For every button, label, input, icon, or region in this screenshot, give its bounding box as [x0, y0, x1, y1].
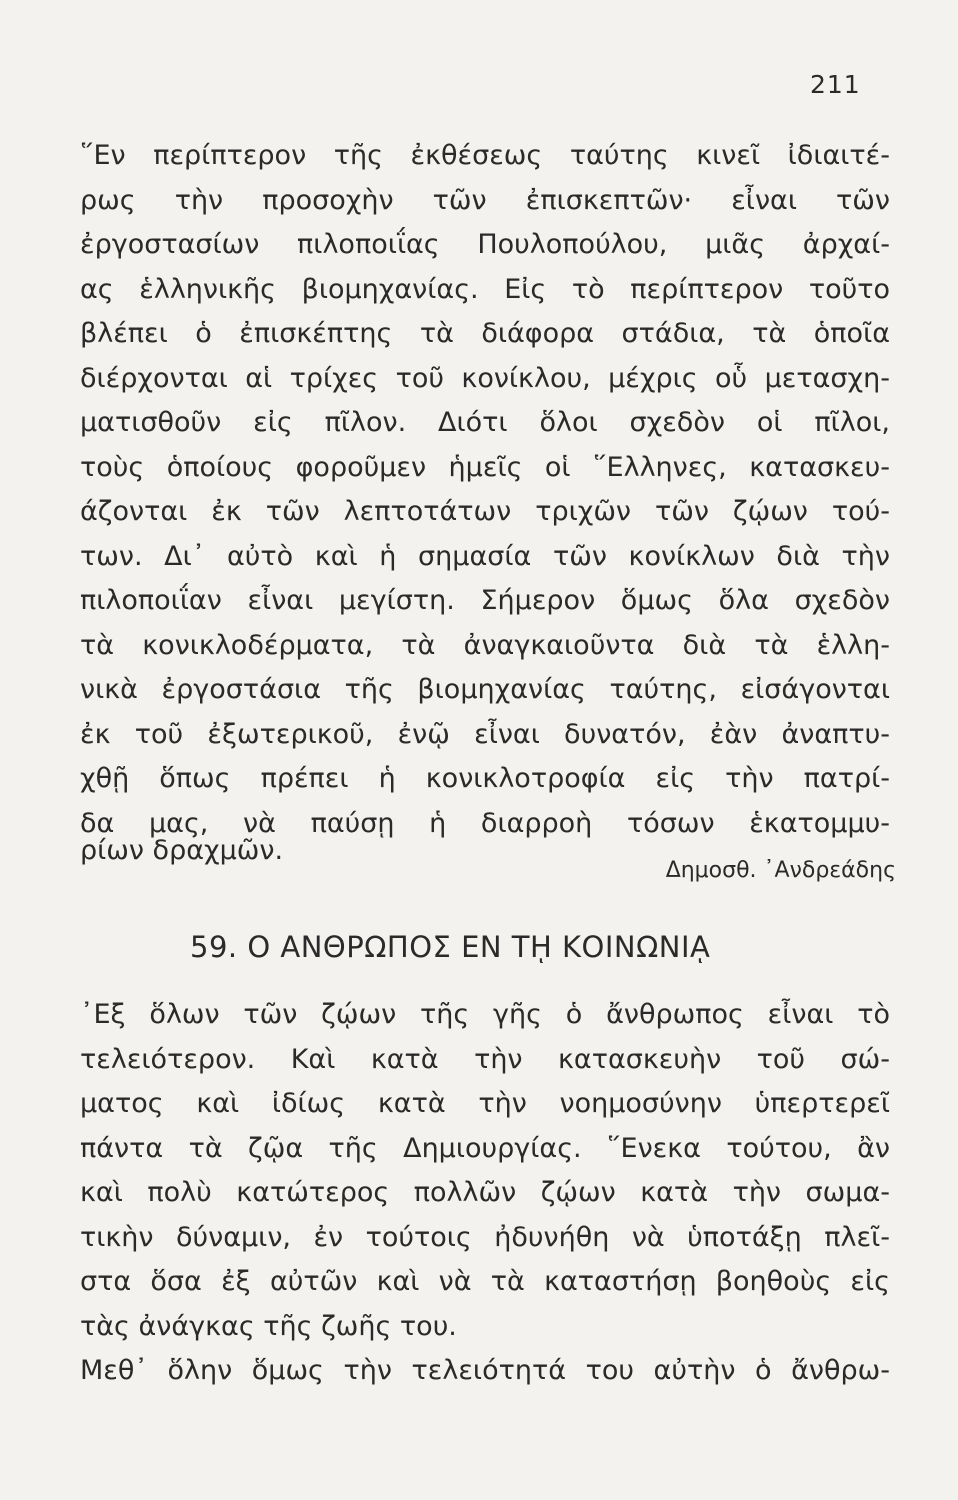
text-line: νικὰ ἐργοστάσια τῆς βιομηχανίας ταύτης, εἰσάγονται	[80, 674, 890, 705]
text-line: ᾽Εξ ὅλων τῶν ζῴων τῆς γῆς ὁ ἄνθρωπος εἶναι τὸ	[80, 999, 890, 1030]
text-line: πιλοποιΐαν εἶναι μεγίστη. Σήμερον ὅμως ὅλα σχεδὸν	[80, 585, 890, 616]
text-line: τελειότερον. Καὶ κατὰ τὴν κατασκευὴν τοῦ σώ-	[80, 1044, 890, 1075]
text-line: καὶ πολὺ κατώτερος πολλῶν ζῴων κατὰ τὴν σωμα-	[80, 1177, 890, 1208]
author-signature: Δημοσθ. ᾽Ανδρεάδης	[665, 858, 896, 883]
text-line: ἐργοστασίων πιλοποιΐας Πουλοπούλου, μιᾶς ἀρχαί-	[80, 229, 890, 260]
text-line: τικὴν δύναμιν, ἐν τούτοις ἠδυνήθη νὰ ὑποτάξῃ πλεῖ-	[80, 1222, 890, 1253]
text-line: ματος καὶ ἰδίως κατὰ τὴν νοημοσύνην ὑπερτερεῖ	[80, 1088, 890, 1119]
text-line: ῞Εν περίπτερον τῆς ἐκθέσεως ταύτης κινεῖ ἰδιαιτέ-	[80, 140, 890, 171]
text-line: τοὺς ὁποίους φοροῦμεν ἡμεῖς οἱ ῞Ελληνες, κατασκευ-	[80, 452, 890, 483]
page-number: 211	[810, 70, 861, 99]
text-line: δα μας, νὰ παύσῃ ἡ διαρροὴ τόσων ἑκατομμυ-	[80, 808, 890, 839]
text-line: τὰ κονικλοδέρματα, τὰ ἀναγκαιοῦντα διὰ τὰ ἑλλη-	[80, 630, 890, 661]
text-line: ας ἑλληνικῆς βιομηχανίας. Εἰς τὸ περίπτερον τοῦτο	[80, 274, 890, 305]
text-line: βλέπει ὁ ἐπισκέπτης τὰ διάφορα στάδια, τὰ ὁποῖα	[80, 318, 890, 349]
section-heading: 59. Ο ΑΝΘΡΩΠΟΣ ΕΝ Τῌ ΚΟΙΝΩΝΙᾼ	[190, 930, 711, 964]
text-line: στα ὅσα ἐξ αὐτῶν καὶ νὰ τὰ καταστήσῃ βοηθοὺς εἰς	[80, 1266, 890, 1297]
text-line: τὰς ἀνάγκας τῆς ζωῆς του.	[80, 1311, 457, 1342]
text-line: Μεθ᾽ ὅλην ὅμως τὴν τελειότητά του αὐτὴν ὁ ἄνθρω-	[80, 1355, 890, 1386]
text-line: διέρχονται αἱ τρίχες τοῦ κονίκλου, μέχρις οὗ μετασχη-	[80, 363, 890, 394]
text-line: των. Δι᾽ αὐτὸ καὶ ἡ σημασία τῶν κονίκλων διὰ τὴν	[80, 541, 890, 572]
text-line: άζονται ἐκ τῶν λεπτοτάτων τριχῶν τῶν ζῴων τού-	[80, 496, 890, 527]
text-line: πάντα τὰ ζῷα τῆς Δημιουργίας. ῞Ενεκα τούτου, ἂν	[80, 1133, 890, 1164]
text-line: χθῇ ὅπως πρέπει ἡ κονικλοτροφία εἰς τὴν πατρί-	[80, 763, 890, 794]
text-line: ματισθοῦν εἰς πῖλον. Διότι ὅλοι σχεδὸν οἱ πῖλοι,	[80, 407, 890, 438]
text-line: ρως τὴν προσοχὴν τῶν ἐπισκεπτῶν· εἶναι τῶν	[80, 185, 890, 216]
text-line: ρίων δραχμῶν.	[80, 835, 284, 866]
text-line: ἐκ τοῦ ἐξωτερικοῦ, ἐνῷ εἶναι δυνατόν, ἐὰν ἀναπτυ-	[80, 719, 890, 750]
